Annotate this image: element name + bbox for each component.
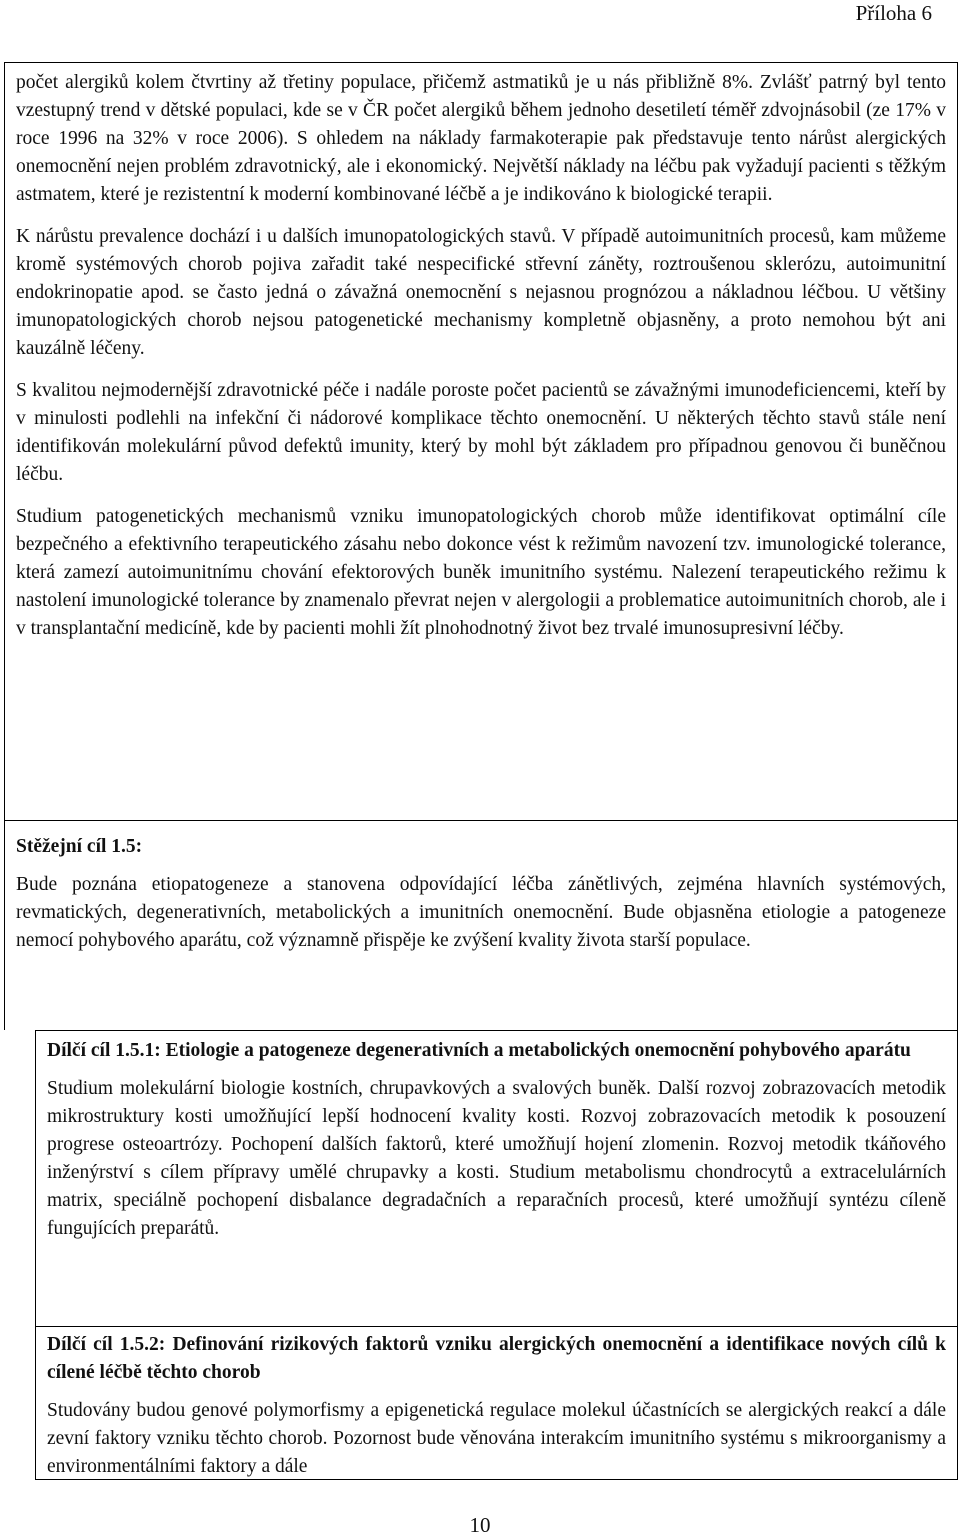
paragraph: K nárůstu prevalence dochází i u dalších imunopatologických stavů. V případě autoimunitních procesů, kam můžeme kromě systémových chorob pojiva zařadit také nespecifické střevní záněty, roztroušenou sklerózu, autoimunitní endokrinopatie apod. se často jedná o závažná onemocnění s nejasnou prognózou a nákladnou léčbou. U většiny imunopatologických chorob nejsou patogenetické mechanismy kompletně objasněny, a proto nemohou být ani kauzálně léčeny. (16, 226, 946, 359)
subgoal-box-1-5-1 (35, 1030, 958, 1326)
key-goal-title: Stěžejní cíl 1.5: (16, 836, 143, 857)
paragraph: Studium patogenetických mechanismů vzniku imunopatologických chorob může identifikovat optimální cíle bezpečného a efektivního terapeutického zásahu nebo dokonce vést k režimům navození tzv. imunologické tolerance, která zamezí autoimunitnímu chování efektorových buněk imunitního systému. Nalezení terapeutického režimu k nastolení imunologické tolerance by znamenalo převrat nejen v alergologii a problematice autoimunitních chorob, ale i v transplantační medicíně, kde by pacienti mohli žít plnohodnotný život bez trvalé imunosupresivní léčby. (16, 506, 946, 639)
subgoal-title: Dílčí cíl 1.5.2: Definování rizikových faktorů vzniku alergických onemocnění a identifikace nových cílů k cílené léčbě těchto chorob (47, 1334, 946, 1383)
key-goal-box (4, 820, 958, 1030)
page-number: 10 (469, 1513, 491, 1537)
key-goal-text: Bude poznána etiopatogeneze a stanovena odpovídající léčba zánětlivých, zejména hlavních systémových, revmatických, degenerativních, metabolických a imunitních onemocnění. Bude objasněna etiologie a patogeneze nemocí pohybového aparátu, což významně přispěje ke zvýšení kvality života starší populace. (16, 874, 946, 951)
subgoal-text: Studium molekulární biologie kostních, chrupavkových a svalových buněk. Další rozvoj zobrazovacích metodik mikrostruktury kosti umožňující lepší hodnocení kvality kosti. Rozvoj zobrazovacích metodik k posouzení progrese osteoartrózy. Pochopení dalších faktorů, které umožňují hojení zlomenin. Rozvoj metodik tkáňového inženýrství s cílem přípravy umělé chrupavky a kosti. Studium metabolismu chondrocytů a extracelulárních matrix, speciálně pochopení disbalance degradačních a reparačních procesů, které umožňují syntézu cíleně fungujících preparátů. (47, 1078, 946, 1239)
paragraph: počet alergiků kolem čtvrtiny až třetiny populace, přičemž astmatiků je u nás přibližně 8%. Zvlášť patrný byl tento vzestupný trend v dětské populaci, kde se v ČR počet alergiků během jednoho desetiletí téměř zdvojnásobil (ze 17% v roce 1996 na 32% v roce 2006). S ohledem na náklady farmakoterapie pak představuje tento nárůst alergických onemocnění nejen problém zdravotnický, ale i ekonomický. Největší náklady na léčbu pak vyžadují pacienti s těžkým astmatem, které je rezistentní k moderní kombinované léčbě a je indikováno k biologické terapii. (16, 72, 946, 205)
page-header-label: Příloha 6 (855, 1, 932, 25)
subgoal-box-1-5-2 (35, 1326, 958, 1480)
subgoal-title: Dílčí cíl 1.5.1: Etiologie a patogeneze degenerativních a metabolických onemocnění pohybového aparátu (47, 1040, 911, 1061)
main-text-box (4, 62, 958, 820)
subgoal-text: Studovány budou genové polymorfismy a epigenetická regulace molekul účastnících se alergických reakcí a dále zevní faktory vzniku těchto chorob. Pozornost bude věnována interakcím imunitního systému s mikroorganismy a environmentálními faktory a dále (47, 1400, 946, 1477)
paragraph: S kvalitou nejmodernější zdravotnické péče i nadále poroste počet pacientů se závažnými imunodeficiencemi, kteří by v minulosti podlehli na infekční či nádorové komplikace těchto onemocnění. U některých těchto stavů stále není identifikován molekulární původ defektů imunity, který by mohl být základem pro případnou genovou či buněčnou léčbu. (16, 380, 946, 485)
